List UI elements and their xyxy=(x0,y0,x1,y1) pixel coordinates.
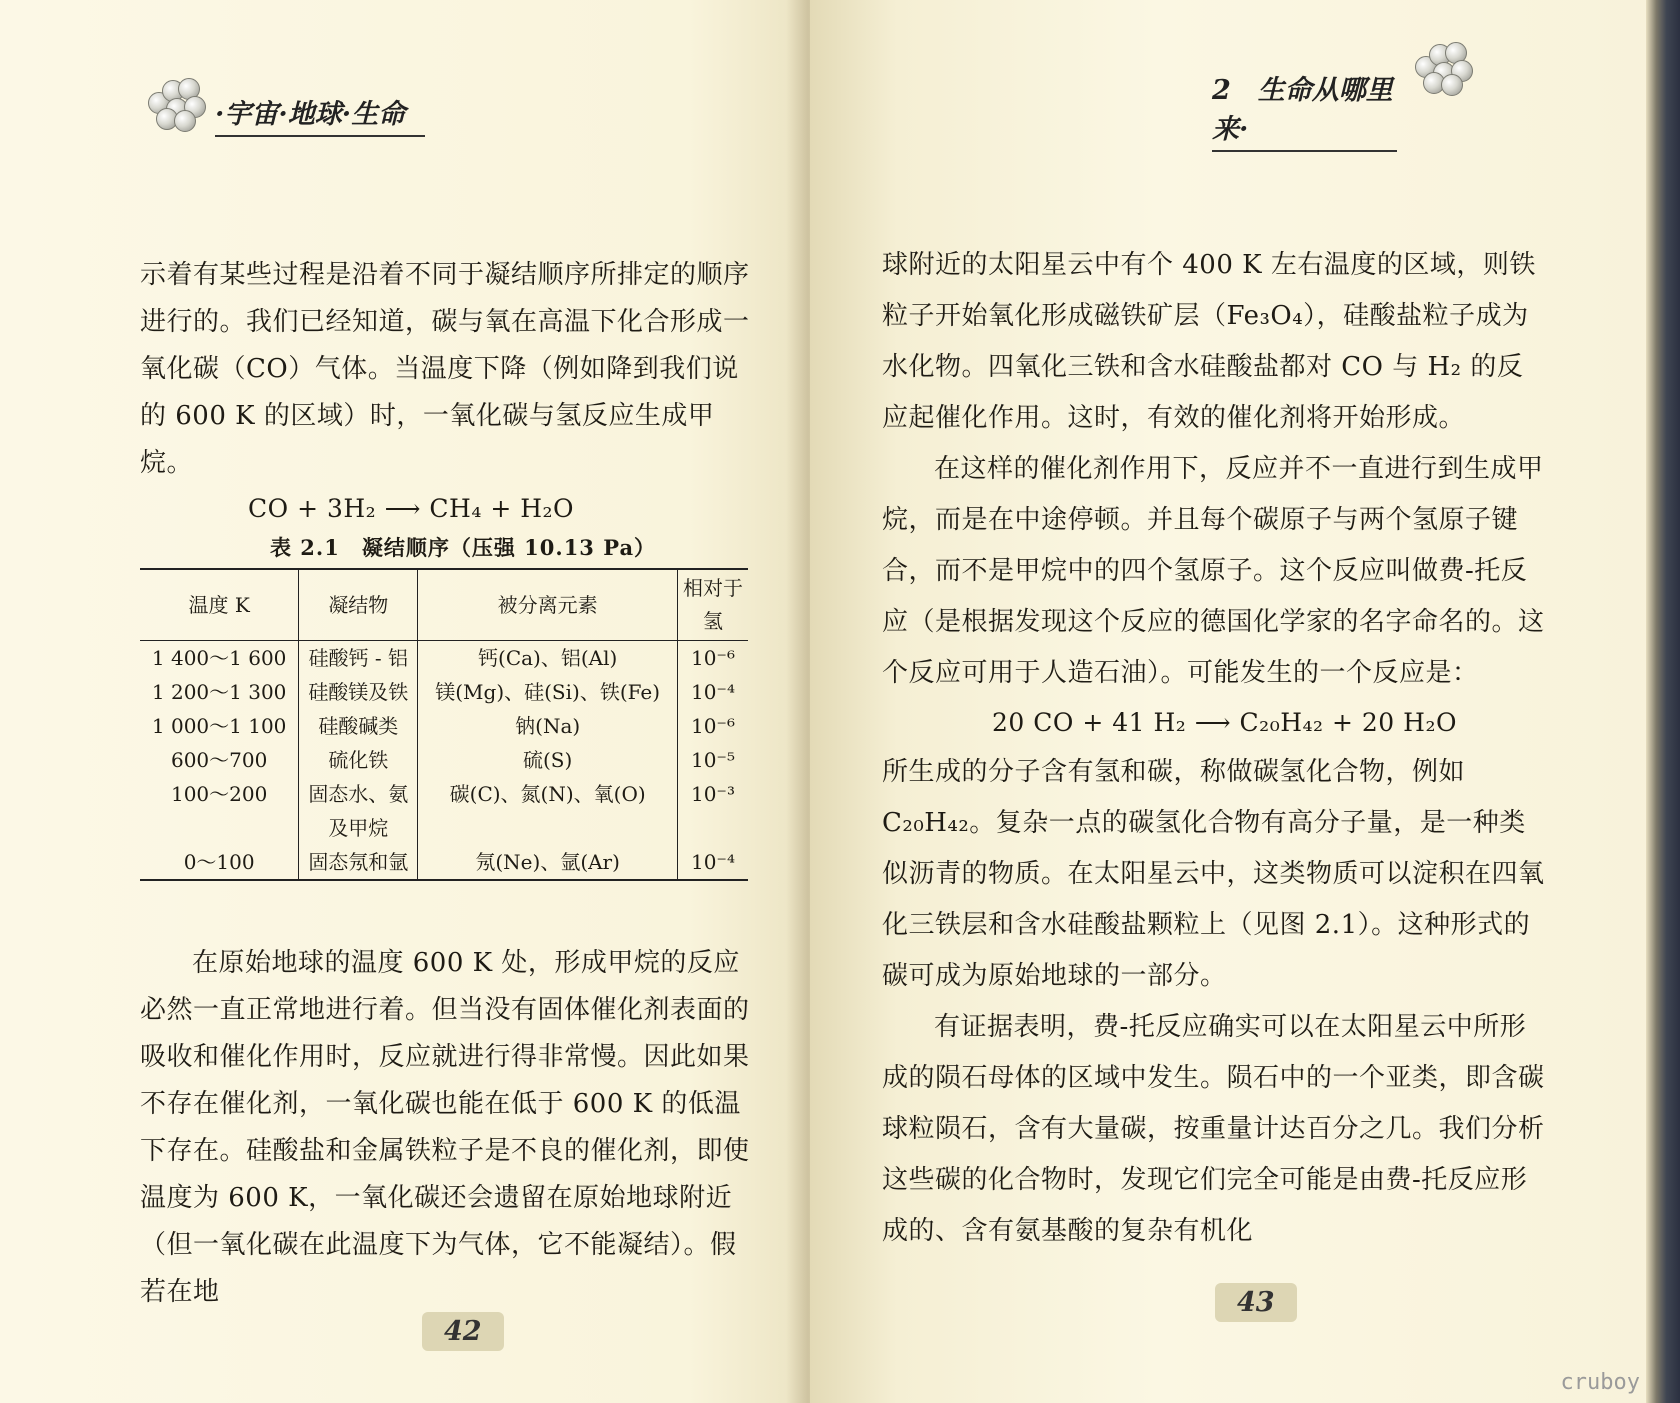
table-cell: 1 400～1 600 xyxy=(140,641,299,676)
paragraph: 在原始地球的温度 600 K 处，形成甲烷的反应必然一直正常地进行着。但当没有固体催化剂表面的吸收和催化作用时，反应就进行得非常慢。因此如果不存在催化剂，一氧化碳也能在低于 600 K 的低温下存在。硅酸盐和金属铁粒子是不良的催化剂，即使温度为 600 K，一氧化碳还会遗留在原始地球附近（但一氧化碳在此温度下为气体，它不能凝结）。假若在地 xyxy=(140,948,750,1307)
table-header: 温度 K xyxy=(140,569,299,641)
table-cell: 1 000～1 100 xyxy=(140,709,299,743)
table-cell: 硅酸碱类 xyxy=(299,709,418,743)
table-cell: 0～100 xyxy=(140,845,299,880)
paragraph: 在这样的催化剂作用下，反应并不一直进行到生成甲烷，而是在中途停顿。并且每个碳原子与两个氢原子键合，而不是甲烷中的四个氢原子。这个反应叫做费-托反应（是根据发现这个反应的德国化学家的名字命名的。这个反应可用于人造石油）。可能发生的一个反应是： xyxy=(882,454,1545,688)
table-row xyxy=(140,641,748,676)
table-header-row xyxy=(140,569,748,641)
table-header: 被分离元素 xyxy=(418,569,678,641)
table-cell: 硫化铁 xyxy=(299,743,418,777)
table-cell: 10⁻⁶ xyxy=(690,714,736,738)
table-row xyxy=(140,675,748,709)
table-cell: 硅酸镁及铁 xyxy=(299,675,418,709)
table-cell: 硅酸钙 - 铝 xyxy=(299,641,418,676)
page-number: 43 xyxy=(1215,1283,1297,1322)
table-cell: 镁(Mg)、硅(Si)、铁(Fe) xyxy=(418,675,678,709)
molecule-icon xyxy=(1415,40,1477,92)
running-head: ·宇宙·地球·生命 xyxy=(215,92,425,137)
table-cell: 固态氖和氩 xyxy=(299,845,418,880)
table-cell: 氖(Ne)、氩(Ar) xyxy=(418,845,678,880)
table-cell: 10⁻³ xyxy=(690,782,736,806)
table-cell: 钠(Na) xyxy=(418,709,678,743)
right-page xyxy=(810,0,1680,1403)
table-row xyxy=(140,845,748,880)
paragraph: 有证据表明，费-托反应确实可以在太阳星云中所形成的陨石母体的区域中发生。陨石中的一个亚类，即含碳球粒陨石，含有大量碳，按重量计达百分之几。我们分析这些碳的化合物时，发现它们完全可能是由费-托反应形成的、含有氨基酸的复杂有机化 xyxy=(882,1012,1545,1246)
table-cell: 100～200 xyxy=(140,777,299,845)
book-edge xyxy=(1646,0,1680,1403)
table-cell: 10⁻⁴ xyxy=(678,845,749,880)
body-text-bottom xyxy=(140,940,760,1316)
table-cell: 10⁻⁴ xyxy=(690,680,736,704)
table-cell: 10⁻⁵ xyxy=(690,748,736,772)
table-cell: 600～700 xyxy=(140,743,299,777)
table-cell: 碳(C)、氮(N)、氧(O) xyxy=(418,777,678,845)
table-row xyxy=(140,743,748,777)
equation: 20 CO + 41 H₂ ⟶ C₂₀H₄₂ + 20 H₂O xyxy=(992,708,1457,737)
body-text xyxy=(882,240,1547,1257)
condensation-table xyxy=(140,568,748,881)
table-row xyxy=(140,709,748,743)
paragraph: 示着有某些过程是沿着不同于凝结顺序所排定的顺序进行的。我们已经知道，碳与氧在高温下化合形成一氧化碳（CO）气体。当温度下降（例如降到我们说的 600 K 的区域）时，一氧化碳与氢反应生成甲烷。 xyxy=(140,260,750,478)
table-row xyxy=(140,777,748,845)
body-text-top xyxy=(140,252,760,531)
table-cell: 10⁻⁶ xyxy=(690,646,736,670)
table-cell: 钙(Ca)、铝(Al) xyxy=(418,641,678,676)
table-header: 凝结物 xyxy=(299,569,418,641)
table-cell: 1 200～1 300 xyxy=(140,675,299,709)
table-caption: 表 2.1 凝结顺序（压强 10.13 Pa） xyxy=(270,535,657,560)
paragraph: 球附近的太阳星云中有个 400 K 左右温度的区域，则铁粒子开始氧化形成磁铁矿层（Fe₃O₄），硅酸盐粒子成为水化物。四氧化三铁和含水硅酸盐都对 CO 与 H₂ 的反应起催化作用。这时，有效的催化剂将开始形成。 xyxy=(882,250,1536,433)
running-head: 2 生命从哪里来· xyxy=(1212,68,1397,152)
table-header: 相对于氢 xyxy=(678,569,749,641)
left-page xyxy=(0,0,810,1403)
equation: CO + 3H₂ ⟶ CH₄ + H₂O xyxy=(248,494,575,523)
molecule-icon xyxy=(148,76,210,128)
page-number: 42 xyxy=(422,1312,504,1351)
table-cell: 硫(S) xyxy=(418,743,678,777)
paragraph: 所生成的分子含有氢和碳，称做碳氢化合物，例如 C₂₀H₄₂。复杂一点的碳氢化合物有高分子量，是一种类似沥青的物质。在太阳星云中，这类物质可以淀积在四氧化三铁层和含水硅酸盐颗粒上（见图 2.1）。这种形式的碳可成为原始地球的一部分。 xyxy=(882,757,1545,991)
watermark: cruboy xyxy=(1560,1370,1640,1395)
table-cell: 固态水、氨及甲烷 xyxy=(299,777,418,845)
